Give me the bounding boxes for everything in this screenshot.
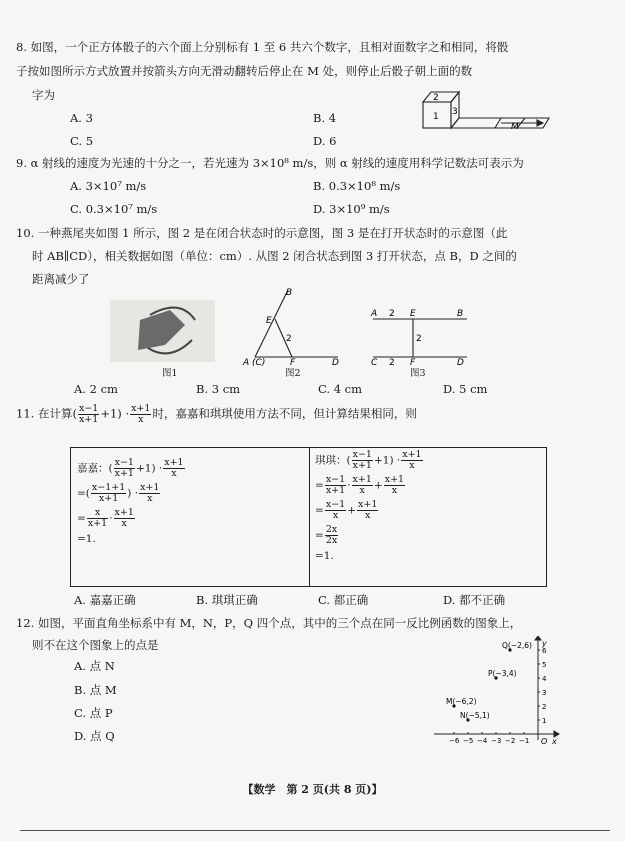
q8-line2: 子按如图所示方式放置并按箭头方向无滑动翻转后停止在 M 处，则停止后骰子朝上面的数 <box>16 64 473 78</box>
q12-option-b: B. 点 M <box>74 683 117 697</box>
q10-fig3-label-e: E <box>410 309 416 319</box>
q9-option-b: B. 0.3×10⁸ m/s <box>313 179 401 193</box>
q10-option-c: C. 4 cm <box>318 382 363 396</box>
point-label-n: N(−5,1) <box>460 711 490 720</box>
q11-question: 11. 在计算( $\frac{x-1}{x+1}$ +1) · $\frac{x+1}{x}$ 时，嘉嘉和琪琪使用方法不同，但计算结果相同，则 <box>16 403 417 425</box>
q10-fig3-label-b: B <box>457 309 464 319</box>
qi-step-1: = $\frac{x-1}{x+1}$ · $\frac{x+1}{x}$ + $\frac{x+1}{x}$ <box>315 473 405 496</box>
q9-text: 9. α 射线的速度为光速的十分之一，若光速为 3×10⁸ m/s，则 α 射线的速度用科学记数法可表示为 <box>16 156 524 170</box>
point-label-q: Q(−2,6) <box>502 641 532 650</box>
q8-fig-label-front: 1 <box>433 112 439 122</box>
q10-fig3-label-d: D <box>457 358 464 365</box>
q11-option-b: B. 琪琪正确 <box>196 593 258 607</box>
q10-fig2-label-ac: A (C) <box>243 358 266 367</box>
point-label-p: P(−3,4) <box>488 669 517 678</box>
page-footer: 【数学 第 2 页(共 8 页)】 <box>242 783 383 796</box>
q10-option-b: B. 3 cm <box>196 382 241 396</box>
q12-line1: 12. 如图，平面直角坐标系中有 M，N，P，Q 四个点，其中的三个点在同一反比例函数的图象上， <box>16 616 522 630</box>
q10-option-a: A. 2 cm <box>74 382 118 396</box>
q11-table-divider <box>309 448 310 586</box>
q11-option-d: D. 都不正确 <box>443 593 506 607</box>
q10-fig2-label-2: 2 <box>286 334 292 344</box>
q10-line3: 距离减少了 <box>32 272 90 286</box>
q11-solution-table <box>70 447 547 587</box>
q11-option-a: A. 嘉嘉正确 <box>74 593 136 607</box>
q8-fig-label-m: M <box>511 122 519 132</box>
q9-option-c: C. 0.3×10⁷ m/s <box>70 202 158 216</box>
q10-fig2-label-e: E <box>266 316 272 326</box>
q10-line2: 时 AB∥CD），相关数据如图（单位：cm）. 从图 2 闭合状态到图 3 打开状态，点 B，D 之间的 <box>32 249 517 263</box>
q10-fig3-label-c: C <box>371 358 378 365</box>
q11-jiajia-work <box>77 458 186 549</box>
q10-fig2-label-d: D <box>332 358 339 367</box>
q12-coordinate-plane <box>428 636 560 748</box>
bottom-rule <box>20 830 610 831</box>
q8-option-d: D. 6 <box>313 134 337 148</box>
x-tick-label: −4 <box>477 737 488 745</box>
q8-line1: 8. 如图，一个正方体骰子的六个面上分别标有 1 至 6 共六个数字，且相对面数字之和相同，将骰 <box>16 40 509 54</box>
q10-caption-fig3: 图3 <box>410 368 426 379</box>
q10-fig2-label-b: B <box>286 288 293 298</box>
q10-fig3-label-f: F <box>410 358 416 365</box>
x-tick-label: −5 <box>463 737 474 745</box>
qi-step-3: = $\frac{2x}{2x}$ <box>315 523 338 546</box>
q10-line1: 10. 一种燕尾夹如图 1 所示，图 2 是在闭合状态时的示意图，图 3 是在打开状态时的示意图（此 <box>16 226 508 240</box>
jia-step-2: = $\frac{x}{x+1}$ · $\frac{x+1}{x}$ <box>77 506 134 529</box>
qi-step-4: =1. <box>315 549 334 562</box>
q8-fig-label-side: 3 <box>452 107 458 117</box>
q10-caption-fig2: 图2 <box>285 368 301 379</box>
q8-line3: 字为 <box>32 88 55 102</box>
jia-step-1: =( $\frac{x-1+1}{x+1}$ ) · $\frac{x+1}{x}$ <box>77 481 160 504</box>
q10-fig2 <box>240 285 350 367</box>
jia-step-0: 嘉嘉：( $\frac{x-1}{x+1}$ +1) · $\frac{x+1}{x}$ <box>77 457 184 479</box>
q11-qiqi-work <box>315 450 424 566</box>
q11-frac-b: $\frac{x+1}{x}$ <box>131 403 151 425</box>
q12-origin-label: O <box>541 737 548 746</box>
q8-option-c: C. 5 <box>70 134 94 148</box>
y-tick-label: 1 <box>542 717 547 725</box>
q10-fig2-label-f: F <box>290 358 296 367</box>
jia-step-3: =1. <box>77 532 96 545</box>
q9-option-d: D. 3×10⁹ m/s <box>313 202 390 216</box>
q8-fig-label-top: 2 <box>433 93 439 103</box>
qi-step-0: 琪琪：( $\frac{x-1}{x+1}$ +1) · $\frac{x+1}{x}$ <box>315 449 422 471</box>
y-tick-label: 4 <box>542 675 547 683</box>
x-tick-label: −1 <box>519 737 530 745</box>
y-tick-label: 3 <box>542 689 547 697</box>
q12-option-a: A. 点 N <box>74 659 115 673</box>
q8-dice-figure <box>405 88 555 140</box>
q12-option-d: D. 点 Q <box>74 729 115 743</box>
y-tick-label: 5 <box>542 661 547 669</box>
q11-frac-a: $\frac{x-1}{x+1}$ <box>78 403 99 425</box>
q8-option-a: A. 3 <box>70 111 93 125</box>
q8-option-b: B. 4 <box>313 111 337 125</box>
q12-axis-y-label: y <box>542 639 547 648</box>
q10-fig1-photo <box>110 300 215 362</box>
y-tick-label: 6 <box>542 647 547 655</box>
y-tick-label: 2 <box>542 703 547 711</box>
point-label-m: M(−6,2) <box>446 697 477 706</box>
qi-step-2: = $\frac{x-1}{x}$ + $\frac{x+1}{x}$ <box>315 498 378 521</box>
q12-axis-x-label: x <box>552 737 557 746</box>
q10-fig3-label-a: A <box>371 309 378 319</box>
q10-option-d: D. 5 cm <box>443 382 488 396</box>
x-tick-label: −3 <box>491 737 502 745</box>
q10-caption-fig1: 图1 <box>162 368 178 379</box>
q12-line2: 则不在这个图象上的点是 <box>32 638 159 652</box>
x-tick-label: −2 <box>505 737 516 745</box>
x-tick-label: −6 <box>449 737 460 745</box>
q11-option-c: C. 都正确 <box>318 593 369 607</box>
q9-option-a: A. 3×10⁷ m/s <box>70 179 147 193</box>
q10-fig3 <box>365 305 477 365</box>
q10-fig3-label-2b: 2 <box>389 358 395 365</box>
q12-option-c: C. 点 P <box>74 706 113 720</box>
q10-fig3-label-2a: 2 <box>389 309 395 319</box>
q10-fig3-label-mid2: 2 <box>416 334 422 344</box>
